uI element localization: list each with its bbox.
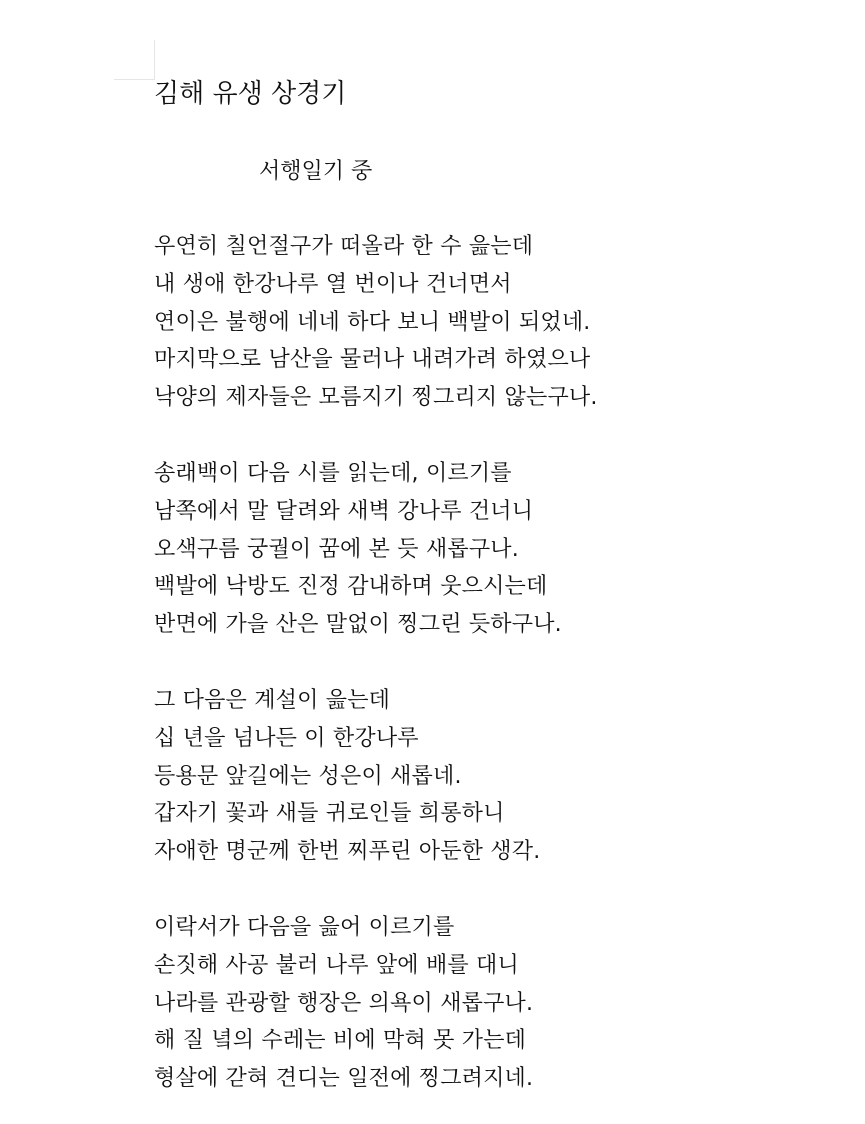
poem-stanza-2 xyxy=(154,455,562,644)
verse-line: 오색구름 궁궐이 꿈에 본 듯 새롭구나. xyxy=(154,536,519,562)
verse-line: 등용문 앞길에는 성은이 새롭네. xyxy=(154,763,462,789)
poem-stanza-4 xyxy=(154,909,533,1098)
verse-line: 십 년을 넘나든 이 한강나루 xyxy=(154,725,419,751)
verse-line: 연이은 불행에 네네 하다 보니 백발이 되었네. xyxy=(154,309,591,335)
verse-line: 그 다음은 계설이 읊는데 xyxy=(154,688,391,713)
verse-line: 백발에 낙방도 진정 감내하며 웃으시는데 xyxy=(154,574,548,600)
verse-line: 내 생애 한강나루 열 번이나 건너면서 xyxy=(154,271,512,297)
verse-line: 마지막으로 남산을 물러나 내려가려 하였으나 xyxy=(154,347,591,373)
verse-line: 나라를 관광할 행장은 의욕이 새롭구나. xyxy=(154,990,534,1016)
verse-line: 이락서가 다음을 읊어 이르기를 xyxy=(154,915,455,940)
verse-line: 손짓해 사공 불러 나루 앞에 배를 대니 xyxy=(154,952,519,978)
poem-stanza-3 xyxy=(154,682,540,871)
verse-line: 남쪽에서 말 달려와 새벽 강나루 건너니 xyxy=(154,498,534,524)
verse-line: 송래백이 다음 시를 읽는데, 이르기를 xyxy=(154,461,512,486)
poem-stanza-1 xyxy=(154,228,598,417)
document-title: 김해 유생 상경기 xyxy=(154,79,347,109)
verse-line: 낙양의 제자들은 모름지기 찡그리지 않는구나. xyxy=(154,385,598,410)
verse-line: 반면에 가을 산은 말없이 찡그린 듯하구나. xyxy=(154,612,562,637)
verse-line: 형살에 갇혀 견디는 일전에 찡그려지네. xyxy=(154,1066,534,1091)
verse-line: 갑자기 꽃과 새들 귀로인들 희롱하니 xyxy=(154,801,505,827)
verse-line: 해 질 녘의 수레는 비에 막혀 못 가는데 xyxy=(154,1028,527,1054)
verse-line: 자애한 명군께 한번 찌푸린 아둔한 생각. xyxy=(154,839,541,864)
page-corner-mark-horizontal xyxy=(114,79,155,80)
verse-line: 우연히 칠언절구가 떠올라 한 수 읊는데 xyxy=(154,234,534,259)
document-subtitle: 서행일기 중 xyxy=(259,159,373,184)
